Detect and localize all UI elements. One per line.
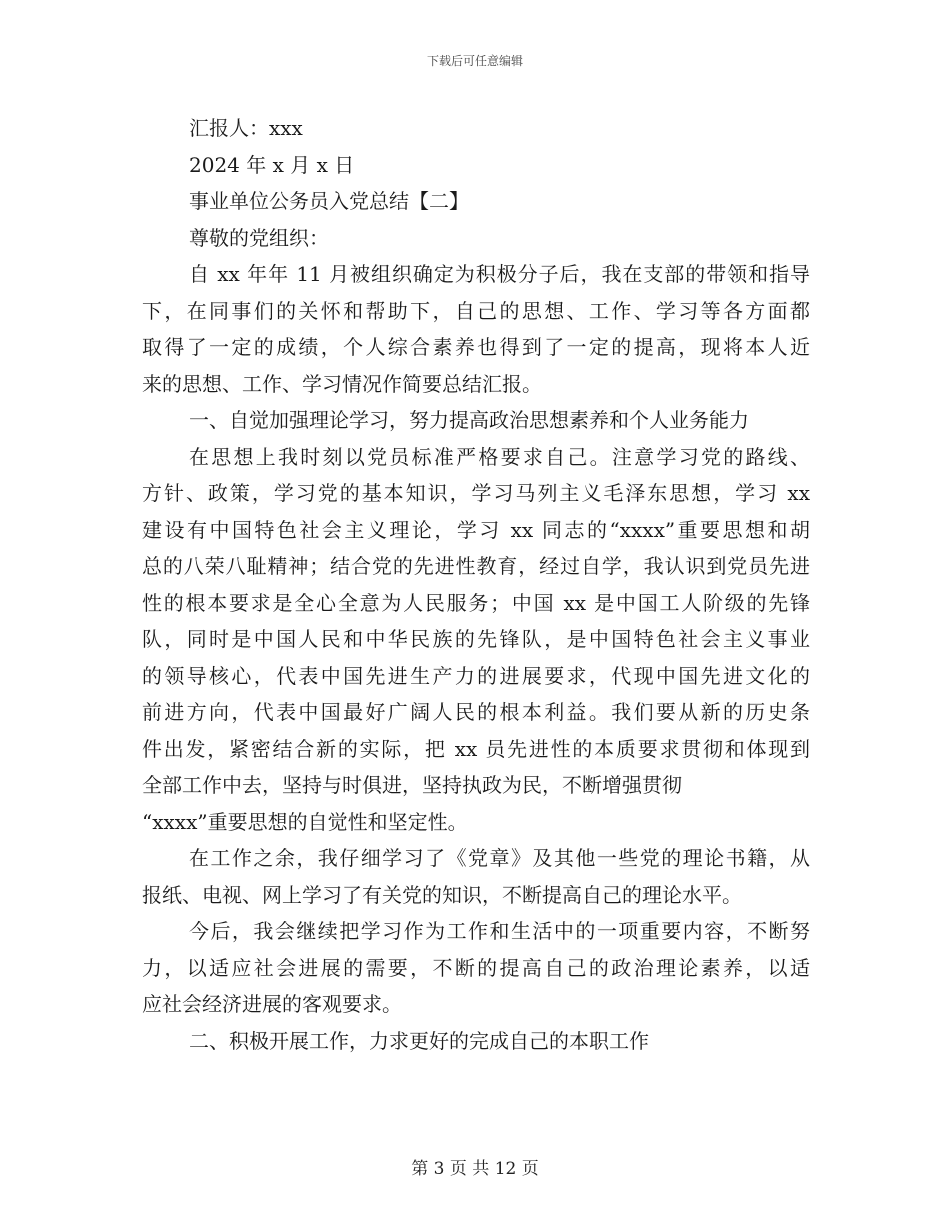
text-line: 总的八荣八耻精神；结合党的先进性教育，经过自学，我认识到党员先进 xyxy=(142,554,810,578)
page-header: 下载后可任意编辑 xyxy=(426,54,523,68)
text-line: 二、积极开展工作，力求更好的完成自己的本职工作 xyxy=(189,1028,649,1053)
text-line: 报纸、电视、网上学习了有关党的知识，不断提高自己的理论水平。 xyxy=(142,882,742,907)
page-number-footer: 第 3 页 共 12 页 xyxy=(411,1159,539,1179)
text-line: 前进方向，代表中国最好广阔人民的根本利益。我们要从新的历史条 xyxy=(142,700,810,724)
text-line: 事业单位公务员入党总结【二】 xyxy=(189,189,469,213)
text-line: 力，以适应社会进展的需要，不断的提高自己的政治理论素养，以适 xyxy=(142,955,810,980)
text-line: 汇报人：xxx xyxy=(189,116,303,140)
text-line: 一、自觉加强理论学习，努力提高政治思想素养和个人业务能力 xyxy=(189,408,749,432)
text-line: 性的根本要求是全心全意为人民服务；中国 xx 是中国工人阶级的先锋 xyxy=(142,590,810,615)
text-line: 应社会经济进展的客观要求。 xyxy=(142,992,402,1016)
text-line: 2024 年 x 月 x 日 xyxy=(189,152,355,177)
text-line: 来的思想、工作、学习情况作简要总结汇报。 xyxy=(142,371,542,396)
text-line: 建设有中国特色社会主义理论，学习 xx 同志的“xxxx”重要思想和胡 xyxy=(142,517,810,542)
text-line: 在思想上我时刻以党员标准严格要求自己。注意学习党的路线、 xyxy=(189,444,810,469)
text-line: 取得了一定的成绩，个人综合素养也得到了一定的提高，现将本人近 xyxy=(142,335,810,359)
text-line: 今后，我会继续把学习作为工作和生活中的一项重要内容，不断努 xyxy=(189,919,810,943)
document-body xyxy=(142,110,810,1059)
text-line: 尊敬的党组织： xyxy=(189,225,329,250)
text-line: 队，同时是中国人民和中华民族的先锋队，是中国特色社会主义事业 xyxy=(142,627,810,651)
text-line: 自 xx 年年 11 月被组织确定为积极分子后，我在支部的带领和指导 xyxy=(189,262,810,286)
text-line: 全部工作中去，坚持与时俱进，坚持执政为民，不断增强贯彻 xyxy=(142,773,682,797)
text-line: 方针、政策，学习党的基本知识，学习马列主义毛泽东思想，学习 xx xyxy=(142,481,810,505)
text-line: “xxxx”重要思想的自觉性和坚定性。 xyxy=(142,809,468,834)
text-line: 件出发，紧密结合新的实际，把 xx 员先进性的本质要求贯彻和体现到 xyxy=(142,736,810,761)
text-line: 在工作之余，我仔细学习了《党章》及其他一些党的理论书籍，从 xyxy=(189,846,810,870)
text-line: 下，在同事们的关怀和帮助下，自己的思想、工作、学习等各方面都 xyxy=(142,298,810,323)
text-line: 的领导核心，代表中国先进生产力的进展要求，代现中国先进文化的 xyxy=(142,663,810,688)
